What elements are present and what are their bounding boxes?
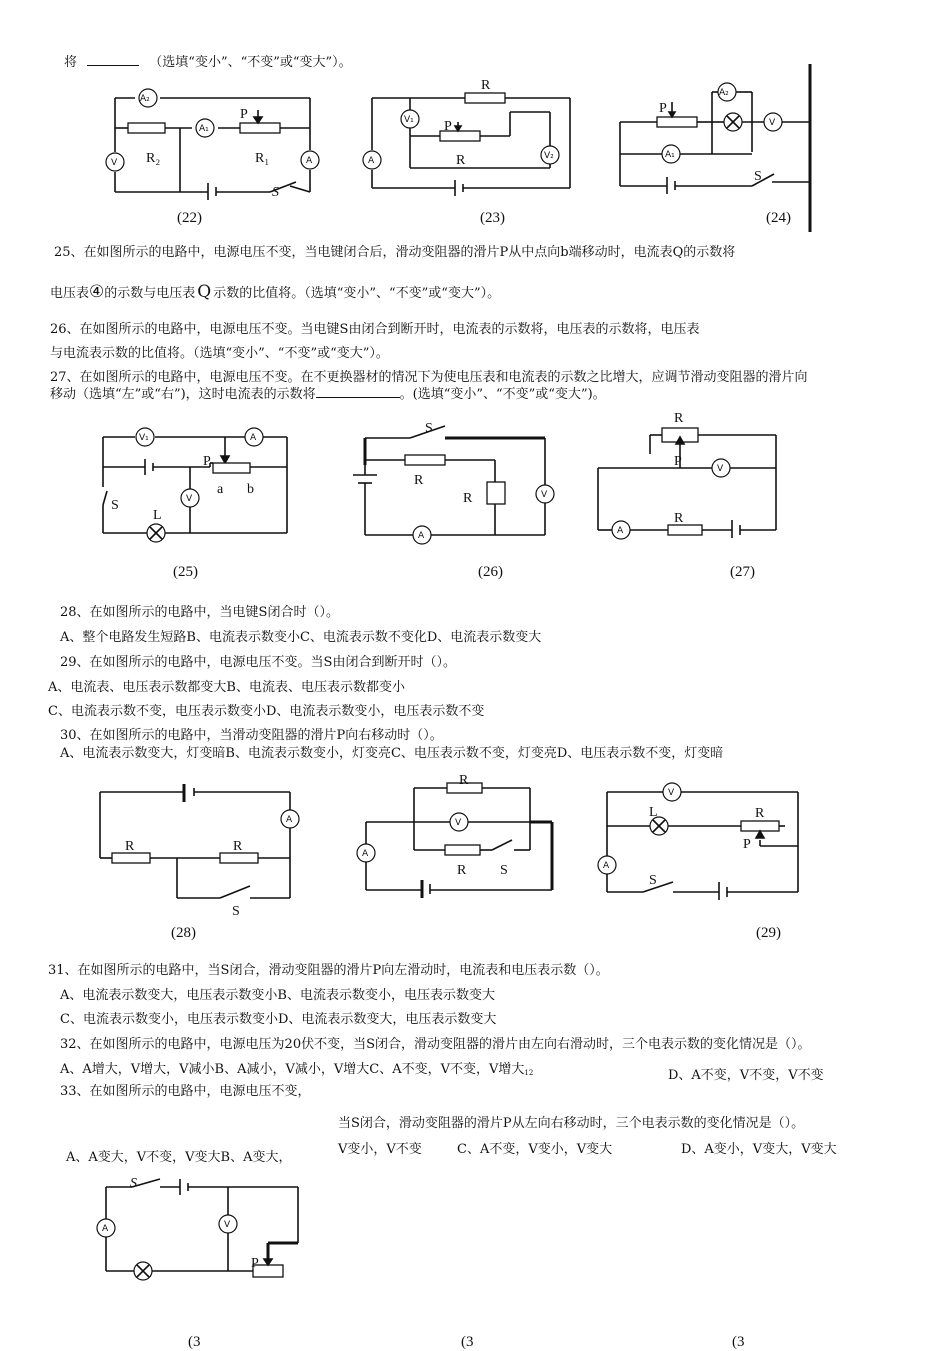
q33-option-d: D、A变小，V变大，V变大 <box>681 1142 837 1157</box>
figure-caption-22: (22) <box>177 210 202 226</box>
svg-text:A: A <box>617 526 624 536</box>
resistor-r-left <box>112 853 150 863</box>
figure-caption-26: (26) <box>478 564 503 580</box>
resistor-r-top <box>405 455 445 465</box>
answer-blank <box>87 65 139 66</box>
svg-text:b: b <box>247 482 254 497</box>
svg-text:P: P <box>444 119 452 134</box>
svg-text:R: R <box>457 863 467 878</box>
figure-caption-29: (29) <box>756 925 781 941</box>
svg-text:A: A <box>603 861 610 871</box>
circuit-diagram-26 <box>345 420 560 545</box>
q25-line1-cropped: 25、在如图所示的电路中，电源电压不变，当电键闭合后，滑动变阻器的滑片P从中点向b端移动时，电流表Q的示数将 <box>54 245 736 260</box>
resistor-r <box>668 525 702 535</box>
rheostat <box>213 463 250 473</box>
svg-text:P: P <box>743 837 751 852</box>
svg-text:R: R <box>481 78 491 93</box>
svg-text:P: P <box>240 107 248 122</box>
q31-options-1: A、电流表示数变大，电压表示数变小B、电流表示数变小，电压表示数变大 <box>60 988 495 1003</box>
svg-text:S: S <box>111 498 119 513</box>
circuit-diagram-23 <box>360 78 580 198</box>
svg-text:R: R <box>755 806 765 821</box>
resistor-r-right <box>487 482 505 504</box>
resistor-r-bottom <box>445 845 480 855</box>
svg-text:V₂: V₂ <box>544 151 554 161</box>
svg-text:S: S <box>649 873 657 888</box>
q33-stem-2: 当S闭合，滑动变阻器的滑片P从左向右移动时，三个电表示数的变化情况是（）。 <box>338 1116 805 1131</box>
q27-line1: 27、在如图所示的电路中，电源电压不变。在不更换器材的情况下为使电压表和电流表的示数之比增大，应调节滑动变阻器的滑片向 <box>50 370 808 385</box>
resistor-top <box>465 93 505 103</box>
svg-text:V₁: V₁ <box>404 115 414 125</box>
svg-text:R: R <box>463 491 473 506</box>
circuit-diagram-31 <box>98 1175 303 1290</box>
q29-stem: 29、在如图所示的电路中，电源电压不变。当S由闭合到断开时（）。 <box>60 655 456 670</box>
svg-text:L: L <box>153 508 162 523</box>
answer-blank <box>316 397 400 398</box>
circuit-diagram-29 <box>595 780 805 900</box>
q30-stem: 30、在如图所示的电路中，当滑动变阻器的滑片P向右移动时（）。 <box>60 728 443 743</box>
q27-line2: 移动（选填“左”或“右”)，这时电流表的示数将 。(选填“变小”、“不变”或“变大”)。 <box>50 387 606 402</box>
q32-options-1: A、A增大，V增大，V减小B、A减小，V减小，V增大C、A不变，V不变，V增大12 <box>60 1062 534 1077</box>
figure-caption-27: (27) <box>730 564 755 580</box>
svg-text:V: V <box>455 818 462 828</box>
q24-tail: 将 （选填“变小”、“不变”或“变大”）。 <box>64 55 352 70</box>
svg-text:A: A <box>368 156 375 166</box>
figure-caption-32: (3 <box>461 1334 474 1350</box>
q28-options: A、整个电路发生短路B、电流表示数变小C、电流表示数不变化D、电流表示数变大 <box>60 630 542 645</box>
q33-option-a: A、A变大，V不变，V变大B、A变大， <box>66 1150 292 1165</box>
svg-text:A₁: A₁ <box>665 150 675 160</box>
figure-caption-25: (25) <box>173 564 198 580</box>
svg-text:V: V <box>668 788 675 798</box>
q28-stem: 28、在如图所示的电路中，当电键S闭合时（）。 <box>60 605 339 620</box>
q33-option-b: V变小，V不变 <box>338 1142 422 1157</box>
svg-text:R: R <box>125 839 135 854</box>
q31-stem: 31、在如图所示的电路中，当S闭合，滑动变阻器的滑片P向左滑动时，电流表和电压表示数（）。 <box>48 963 609 978</box>
q29-options-1: A、电流表、电压表示数都变大B、电流表、电压表示数都变小 <box>48 680 405 695</box>
svg-text:V: V <box>186 494 193 504</box>
svg-text:R: R <box>459 773 469 788</box>
circuit-diagram-25 <box>95 425 300 547</box>
svg-text:A: A <box>286 815 293 825</box>
q26-line1: 26、在如图所示的电路中，电源电压不变。当电键S由闭合到断开时，电流表的示数将，电压表的示数将，电压表 <box>50 322 700 337</box>
svg-text:V: V <box>111 158 118 168</box>
svg-text:A: A <box>102 1224 109 1234</box>
figure-caption-33: (3 <box>732 1334 745 1350</box>
svg-text:V: V <box>541 490 548 500</box>
svg-text:P: P <box>203 454 211 469</box>
svg-text:P: P <box>674 454 682 469</box>
svg-text:S: S <box>272 185 279 200</box>
svg-text:R₂: R₂ <box>146 151 161 166</box>
svg-text:A: A <box>418 531 425 541</box>
q32-options-2: D、A不变，V不变，V不变 <box>668 1068 824 1083</box>
q33-stem: 33、在如图所示的电路中，电源电压不变， <box>60 1084 311 1099</box>
svg-text:A: A <box>362 849 369 859</box>
q32-stem: 32、在如图所示的电路中，电源电压为20伏不变，当S闭合，滑动变阻器的滑片由左向右滑动时，三个电表示数的变化情况是（）。 <box>60 1037 811 1052</box>
svg-text:P: P <box>251 1256 259 1271</box>
circuit-diagram-28 <box>92 780 307 919</box>
q33-option-c: C、A不变，V变小，V变大 <box>457 1142 613 1157</box>
q26-line2: 与电流表示数的比值将。（选填“变小”、“不变”或“变大”）。 <box>50 346 389 361</box>
svg-text:S: S <box>232 904 240 919</box>
svg-text:a: a <box>217 482 224 497</box>
q31-options-2: C、电流表示数变小，电压表示数变小D、电流表示数变大，电压表示数变大 <box>60 1012 497 1027</box>
figure-caption-23: (23) <box>480 210 505 226</box>
svg-text:S: S <box>425 421 433 436</box>
resistor-r-right <box>220 853 258 863</box>
svg-text:S: S <box>754 169 762 184</box>
svg-text:S: S <box>130 1176 137 1191</box>
svg-text:A: A <box>306 156 313 166</box>
svg-text:V₁: V₁ <box>139 433 149 443</box>
q30-options-cropped: A、电流表示数变大，灯变暗B、电流表示数变小，灯变亮C、电压表示数不变，灯变亮D、电压表示数不变，灯变暗 <box>60 746 724 761</box>
resistor-r2 <box>128 123 165 133</box>
figure-caption-31: (3 <box>188 1334 201 1350</box>
svg-text:R: R <box>674 411 684 426</box>
q29-options-2: C、电流表示数不变，电压表示数变小D、电流表示数变小，电压表示数不变 <box>48 704 485 719</box>
circuit-diagram-27 <box>590 408 790 548</box>
svg-text:R: R <box>233 839 243 854</box>
q25-line2: 电压表④的示数与电压表 Q 示数的比值将。（选填“变小”、“不变”或“变大”）。 <box>50 282 501 302</box>
svg-text:R: R <box>456 153 466 168</box>
svg-text:R₁: R₁ <box>255 151 270 166</box>
rheostat-r1 <box>240 123 280 133</box>
circuit-diagram-22 <box>100 90 330 200</box>
figure-caption-28: (28) <box>171 925 196 941</box>
circuit-diagram-24 <box>612 62 817 192</box>
svg-text:R: R <box>674 511 684 526</box>
svg-text:P: P <box>659 101 667 116</box>
svg-text:A₂: A₂ <box>140 94 150 104</box>
svg-text:V: V <box>224 1220 231 1230</box>
svg-text:R: R <box>414 473 424 488</box>
svg-text:V: V <box>769 118 776 128</box>
circuit-diagram-28b <box>352 772 562 897</box>
svg-text:S: S <box>500 863 508 878</box>
svg-text:V: V <box>717 464 724 474</box>
svg-text:A: A <box>250 433 257 443</box>
rheostat <box>657 117 697 127</box>
svg-text:A₁: A₁ <box>199 124 209 134</box>
figure-caption-24: (24) <box>766 210 791 226</box>
svg-text:A₂: A₂ <box>719 88 729 98</box>
svg-text:L: L <box>649 805 658 820</box>
